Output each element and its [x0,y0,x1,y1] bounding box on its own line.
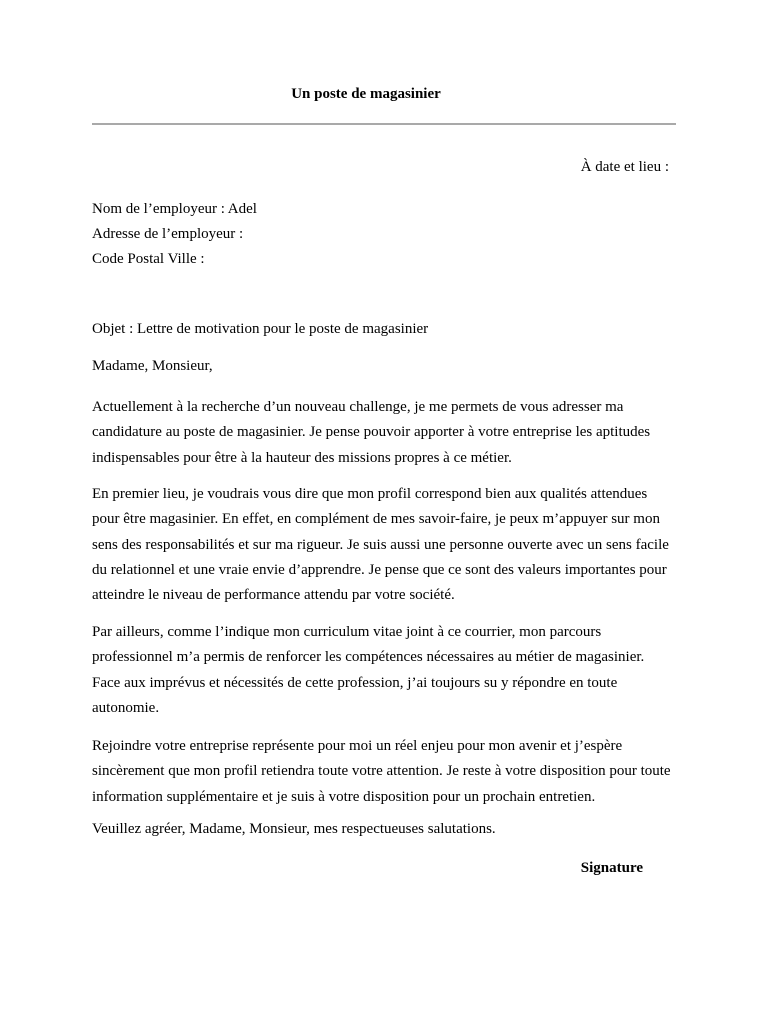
employer-postal-line: Code Postal Ville : [92,251,205,267]
employer-block [92,197,257,272]
body-paragraph-3: Par ailleurs, comme l’indique mon curriculum vitae joint à ce courrier, mon parcours professionnel m’a permis de renforcer les compétences nécessaires au métier de magasinier. Face aux imprévus et nécessités de cette profession, j’ai toujours su y répondre en toute autonomie. [92,624,645,716]
employer-name-line: Nom de l’employeur : Adel [92,201,257,217]
body-paragraph-1: Actuellement à la recherche d’un nouveau challenge, je me permets de vous adresser ma candidature au poste de magasinier. Je pense pouvoir apporter à votre entreprise les aptitudes indispensables pour être à la hauteur des missions propres à ce métier. [92,399,651,466]
signature: Signature [580,860,643,876]
page-title: Un poste de magasinier [291,86,441,102]
employer-address-line: Adresse de l’employeur : [92,226,244,242]
body-paragraph-4: Rejoindre votre entreprise représente pour moi un réel enjeu pour mon avenir et j’espère sincèrement que mon profil retiendra toute votre attention. Je reste à votre disposition pour toute information supplémentaire et je suis à votre disposition pour un prochain entretien. [92,738,671,805]
title-divider [92,123,676,125]
body-paragraph-2: En premier lieu, je voudrais vous dire que mon profil correspond bien aux qualités attendues pour être magasinier. En effet, en complément de mes savoir-faire, je peux m’appuyer sur mon sens des responsabilités et sur ma rigueur. Je suis aussi une personne ouverte avec un sens facile du relationnel et une vraie envie d’apprendre. Je pense que ce sont des valeurs importantes pour atteindre le niveau de performance attendu par votre société. [92,486,669,604]
subject-line: Objet : Lettre de motivation pour le poste de magasinier [92,321,429,337]
salutation: Madame, Monsieur, [92,358,213,374]
closing-line: Veuillez agréer, Madame, Monsieur, mes respectueuses salutations. [92,821,496,837]
date-place-line: À date et lieu : [580,159,669,175]
